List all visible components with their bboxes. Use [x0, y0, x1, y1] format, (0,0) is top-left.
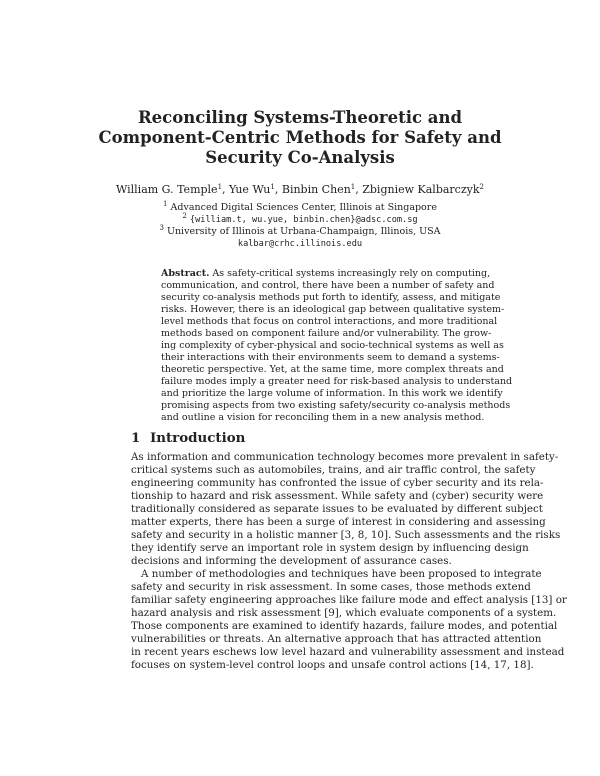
paragraph-2	[131, 568, 567, 672]
email-address[interactable]: {william.t, wu.yue, binbin.chen}@adsc.com.sg	[189, 215, 418, 225]
author-separator: ,	[274, 183, 282, 196]
body-line: decisions and informing the development of assurance cases.	[131, 555, 452, 567]
title-line: Component-Centric Methods for Safety and	[98, 128, 502, 147]
body-text	[131, 451, 567, 672]
body-line: traditionally considered as separate issues to be evaluated by different subject	[131, 503, 543, 515]
author-affiliation-mark: 2	[479, 183, 484, 191]
author-name: Yue Wu	[229, 183, 271, 196]
abstract-line: security co-analysis methods put forth to identify, assess, and mitigate	[161, 292, 501, 303]
body-line: focuses on system-level control loops and unsafe control actions [14, 17, 18].	[131, 659, 534, 671]
affiliation-1-email	[60, 214, 540, 226]
affiliation-mark: 2	[182, 212, 187, 220]
abstract-line: theoretic perspective. Yet, at the same time, more complex threats and	[161, 364, 504, 375]
abstract-line: promising aspects from two existing safety/security co-analysis methods	[161, 400, 511, 411]
affiliation-text: University of Illinois at Urbana-Champaign, Illinois, USA	[166, 226, 441, 237]
section-number: 1	[131, 430, 141, 446]
paragraph-1	[131, 451, 561, 568]
abstract-line: level methods that focus on control interactions, and more traditional	[161, 316, 498, 327]
body-line: engineering community has confronted the issue of cyber security and its rela-	[131, 477, 544, 489]
author-list	[60, 183, 540, 197]
author-separator: ,	[355, 183, 363, 196]
body-line: critical systems such as automobiles, trains, and air traffic control, the safety	[131, 464, 536, 476]
email-address[interactable]: kalbar@crhc.illinois.edu	[237, 239, 363, 249]
abstract-line: risks. However, there is an ideological gap between qualitative system-	[161, 304, 505, 315]
affiliations	[60, 202, 540, 250]
affiliation-mark: 1	[163, 200, 168, 208]
abstract-line: failure modes imply a greater need for risk-based analysis to understand	[161, 376, 513, 387]
abstract-line: methods based on component failure and/or vulnerability. The grow-	[161, 328, 492, 339]
author-name: Binbin Chen	[281, 183, 351, 196]
abstract-line: and prioritize the large volume of information. In this work we identify	[161, 388, 503, 399]
affiliation-2-email	[60, 238, 540, 250]
abstract-line: and outline a vision for reconciling them in a new analysis method.	[161, 412, 485, 423]
body-line: matter experts, there has been a surge of interest in considering and assessing	[131, 516, 546, 528]
abstract	[161, 268, 513, 424]
author-name: Zbigniew Kalbarczyk	[362, 183, 480, 196]
affiliation-1	[60, 202, 540, 214]
author-affiliation-mark: 1	[217, 183, 223, 191]
body-line: tionship to hazard and risk assessment. While safety and (cyber) security were	[131, 490, 544, 502]
body-line: hazard analysis and risk assessment [9], which evaluate components of a system.	[131, 607, 557, 619]
body-line: safety and security in risk assessment. In some cases, those methods extend	[131, 581, 531, 593]
affiliation-mark: 3	[159, 224, 164, 232]
abstract-line: communication, and control, there have been a number of safety and	[161, 280, 495, 291]
body-line: vulnerabilities or threats. An alternative approach that has attracted attention	[131, 633, 542, 645]
title-line: Security Co-Analysis	[205, 148, 395, 167]
section-heading	[131, 430, 245, 446]
body-line: Those components are examined to identify hazards, failure modes, and potential	[131, 620, 558, 632]
affiliation-text: Advanced Digital Sciences Center, Illinois at Singapore	[170, 202, 437, 213]
author-name: William G. Temple	[116, 183, 218, 196]
section-title: Introduction	[150, 430, 246, 446]
body-line: safety and security in a holistic manner [3, 8, 10]. Such assessments and the risks	[131, 529, 561, 541]
body-line: familiar safety engineering approaches like failure mode and effect analysis [13] or	[131, 594, 567, 606]
abstract-label: Abstract.	[161, 268, 210, 279]
body-line: in recent years eschews low level hazard and vulnerability assessment and instead	[131, 646, 565, 658]
body-line: they identify serve an important role in system design by influencing design	[131, 542, 529, 554]
author-affiliation-mark: 1	[350, 183, 356, 191]
paper-title	[90, 108, 510, 168]
affiliation-2	[60, 226, 540, 238]
abstract-line: ing complexity of cyber-physical and socio-technical systems as well as	[161, 340, 504, 351]
title-line: Reconciling Systems-Theoretic and	[137, 108, 463, 127]
author-affiliation-mark: 1	[270, 183, 275, 191]
body-line: As information and communication technology becomes more prevalent in safety-	[131, 451, 559, 463]
author-separator: ,	[222, 183, 230, 196]
abstract-line: Abstract. As safety-critical systems increasingly rely on computing,	[161, 268, 491, 279]
body-line: A number of methodologies and techniques have been proposed to integrate	[141, 568, 542, 580]
abstract-line: their interactions with their environments seem to demand a systems-	[161, 352, 500, 363]
